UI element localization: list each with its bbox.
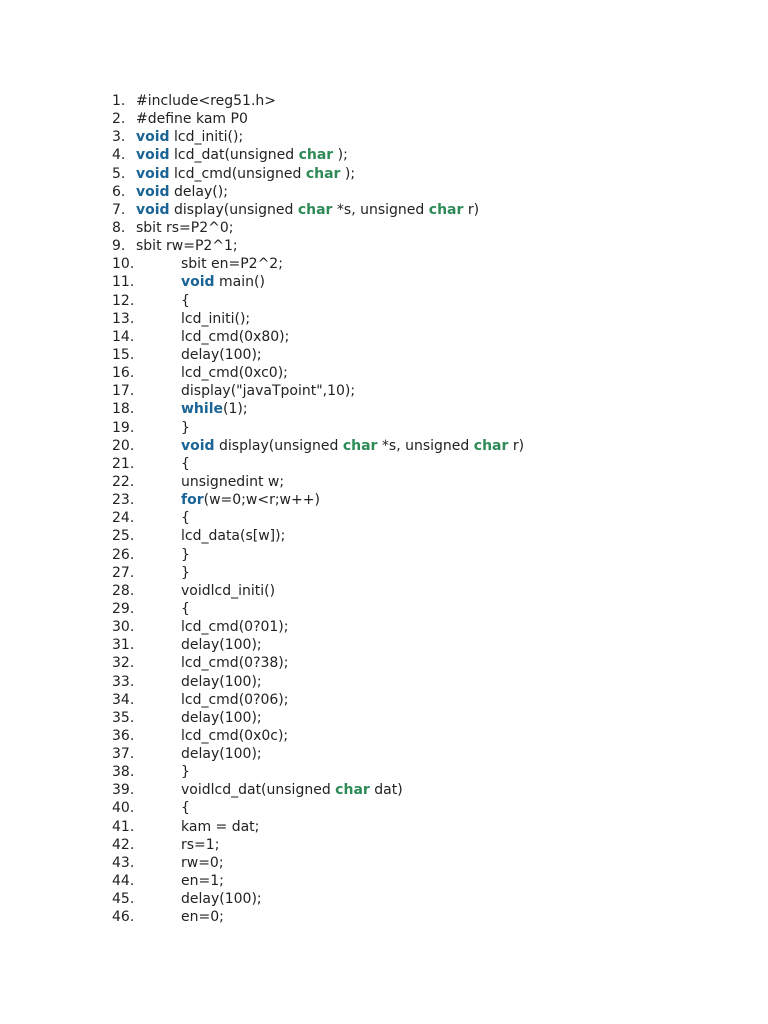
line-number: 20.	[112, 437, 135, 454]
code-line	[112, 745, 752, 763]
keyword-for: for	[181, 492, 204, 509]
line-number: 23.	[112, 492, 135, 509]
line-number: 45.	[112, 891, 135, 908]
line-number: 30.	[112, 619, 135, 636]
line-number: 11.	[112, 274, 135, 291]
code-line	[112, 763, 752, 781]
code-text: sbit rs=P2^0;	[136, 219, 234, 236]
keyword-void: void	[181, 437, 215, 454]
code-text: unsignedint w;	[181, 473, 285, 490]
code-text: rw=0;	[181, 854, 224, 871]
code-line	[112, 237, 752, 255]
line-number: 40.	[112, 800, 135, 817]
code-line	[112, 636, 752, 654]
code-line	[112, 582, 752, 600]
line-number: 15.	[112, 346, 135, 363]
code-line	[112, 146, 752, 164]
line-number: 25.	[112, 528, 135, 545]
code-line	[112, 128, 752, 146]
keyword-void: void	[136, 183, 170, 200]
line-number: 7.	[112, 201, 126, 218]
code-line	[112, 908, 752, 926]
code-line	[112, 255, 752, 273]
code-text: voidlcd_initi()	[181, 582, 276, 599]
code-text: }	[181, 546, 190, 563]
line-number: 26.	[112, 546, 135, 563]
code-text: lcd_cmd(0?38);	[181, 655, 289, 672]
code-line	[112, 564, 752, 582]
code-line	[112, 673, 752, 691]
code-text: void lcd_initi();	[136, 129, 244, 146]
code-line	[112, 455, 752, 473]
code-text: sbit en=P2^2;	[181, 256, 283, 273]
line-number: 41.	[112, 818, 135, 835]
line-number: 16.	[112, 365, 135, 382]
code-text: {	[181, 455, 190, 472]
code-line	[112, 473, 752, 491]
code-line	[112, 346, 752, 364]
code-line	[112, 872, 752, 890]
line-number: 19.	[112, 419, 135, 436]
code-line	[112, 92, 752, 110]
line-number: 21.	[112, 455, 135, 472]
code-text: }	[181, 419, 190, 436]
code-text: }	[181, 764, 190, 781]
line-number: 28.	[112, 582, 135, 599]
line-number: 4.	[112, 147, 126, 164]
code-line	[112, 419, 752, 437]
code-text: voidlcd_dat(unsigned char dat)	[181, 782, 403, 799]
code-text: lcd_cmd(0?06);	[181, 691, 289, 708]
code-line	[112, 654, 752, 672]
keyword-char: char	[342, 437, 378, 454]
line-number: 18.	[112, 401, 135, 418]
line-number: 37.	[112, 746, 135, 763]
code-text: kam = dat;	[181, 818, 260, 835]
code-text: void display(unsigned char *s, unsigned char r)	[181, 437, 525, 454]
code-text: #define kam P0	[136, 111, 248, 128]
code-text: rs=1;	[181, 836, 220, 853]
code-line	[112, 781, 752, 799]
keyword-char: char	[305, 165, 341, 182]
code-line	[112, 854, 752, 872]
line-number: 29.	[112, 600, 135, 617]
code-line	[112, 201, 752, 219]
code-line	[112, 509, 752, 527]
keyword-char: char	[298, 147, 334, 164]
code-text: lcd_cmd(0x0c);	[181, 727, 289, 744]
line-number: 44.	[112, 873, 135, 890]
code-text: {	[181, 292, 190, 309]
code-text: sbit rw=P2^1;	[136, 238, 238, 255]
code-line	[112, 183, 752, 201]
code-line	[112, 328, 752, 346]
keyword-void: void	[136, 201, 170, 218]
line-number: 32.	[112, 655, 135, 672]
code-text: }	[181, 564, 190, 581]
keyword-void: void	[136, 129, 170, 146]
code-text: void main()	[181, 274, 265, 291]
line-number: 22.	[112, 473, 135, 490]
line-number: 34.	[112, 691, 135, 708]
line-number: 39.	[112, 782, 135, 799]
keyword-void: void	[181, 274, 215, 291]
keyword-char: char	[428, 201, 464, 218]
line-number: 46.	[112, 909, 135, 926]
keyword-while: while	[181, 401, 223, 418]
code-line	[112, 437, 752, 455]
code-text: delay(100);	[181, 891, 262, 908]
code-line	[112, 382, 752, 400]
code-text: lcd_cmd(0x80);	[181, 328, 290, 345]
code-text: delay(100);	[181, 346, 262, 363]
code-text: void delay();	[136, 183, 228, 200]
code-text: en=0;	[181, 909, 224, 926]
code-line	[112, 546, 752, 564]
code-line	[112, 219, 752, 237]
code-text: delay(100);	[181, 709, 262, 726]
line-number: 9.	[112, 238, 126, 255]
code-text: void display(unsigned char *s, unsigned char r)	[136, 201, 480, 218]
code-line	[112, 292, 752, 310]
code-line	[112, 364, 752, 382]
code-text: en=1;	[181, 873, 224, 890]
code-text: delay(100);	[181, 673, 262, 690]
code-text: lcd_initi();	[181, 310, 251, 327]
line-number: 12.	[112, 292, 135, 309]
line-number: 6.	[112, 183, 126, 200]
code-text: lcd_cmd(0?01);	[181, 619, 289, 636]
code-text: void lcd_cmd(unsigned char );	[136, 165, 356, 182]
keyword-char: char	[335, 782, 370, 799]
code-line	[112, 799, 752, 817]
code-line	[112, 273, 752, 291]
line-number: 3.	[112, 129, 126, 146]
code-text: {	[181, 800, 190, 817]
code-line	[112, 527, 752, 545]
code-text: {	[181, 510, 190, 527]
line-number: 5.	[112, 165, 126, 182]
line-number: 1.	[112, 93, 126, 109]
line-number: 36.	[112, 727, 135, 744]
line-number: 14.	[112, 328, 135, 345]
code-line	[112, 709, 752, 727]
line-number: 42.	[112, 836, 135, 853]
line-number: 43.	[112, 854, 135, 871]
code-line	[112, 727, 752, 745]
code-text: for(w=0;w<r;w++)	[181, 492, 320, 509]
line-number: 38.	[112, 764, 135, 781]
code-line	[112, 310, 752, 328]
code-text: #include<reg51.h>	[136, 93, 276, 109]
line-number: 27.	[112, 564, 135, 581]
line-number: 35.	[112, 709, 135, 726]
keyword-void: void	[136, 165, 170, 182]
line-number: 2.	[112, 111, 126, 128]
code-line	[112, 165, 752, 183]
code-line	[112, 110, 752, 128]
code-text: void lcd_dat(unsigned char );	[136, 147, 348, 164]
line-number: 17.	[112, 383, 135, 400]
keyword-void: void	[136, 147, 170, 164]
code-line	[112, 691, 752, 709]
keyword-char: char	[297, 201, 333, 218]
code-text: {	[181, 600, 190, 617]
line-number: 8.	[112, 219, 126, 236]
line-number: 10.	[112, 256, 135, 273]
code-text: delay(100);	[181, 746, 262, 763]
line-number: 13.	[112, 310, 135, 327]
code-line	[112, 890, 752, 908]
code-line	[112, 818, 752, 836]
code-text: lcd_cmd(0xc0);	[181, 365, 288, 382]
code-line	[112, 618, 752, 636]
line-number: 31.	[112, 637, 135, 654]
code-line	[112, 400, 752, 418]
code-listing	[112, 92, 752, 926]
code-text: while(1);	[181, 401, 248, 418]
line-number: 33.	[112, 673, 135, 690]
code-line	[112, 600, 752, 618]
code-text: lcd_data(s[w]);	[181, 528, 286, 545]
line-number: 24.	[112, 510, 135, 527]
code-text: delay(100);	[181, 637, 262, 654]
code-line	[112, 491, 752, 509]
code-line	[112, 836, 752, 854]
keyword-char: char	[473, 437, 509, 454]
code-text: display("javaTpoint",10);	[181, 383, 356, 400]
